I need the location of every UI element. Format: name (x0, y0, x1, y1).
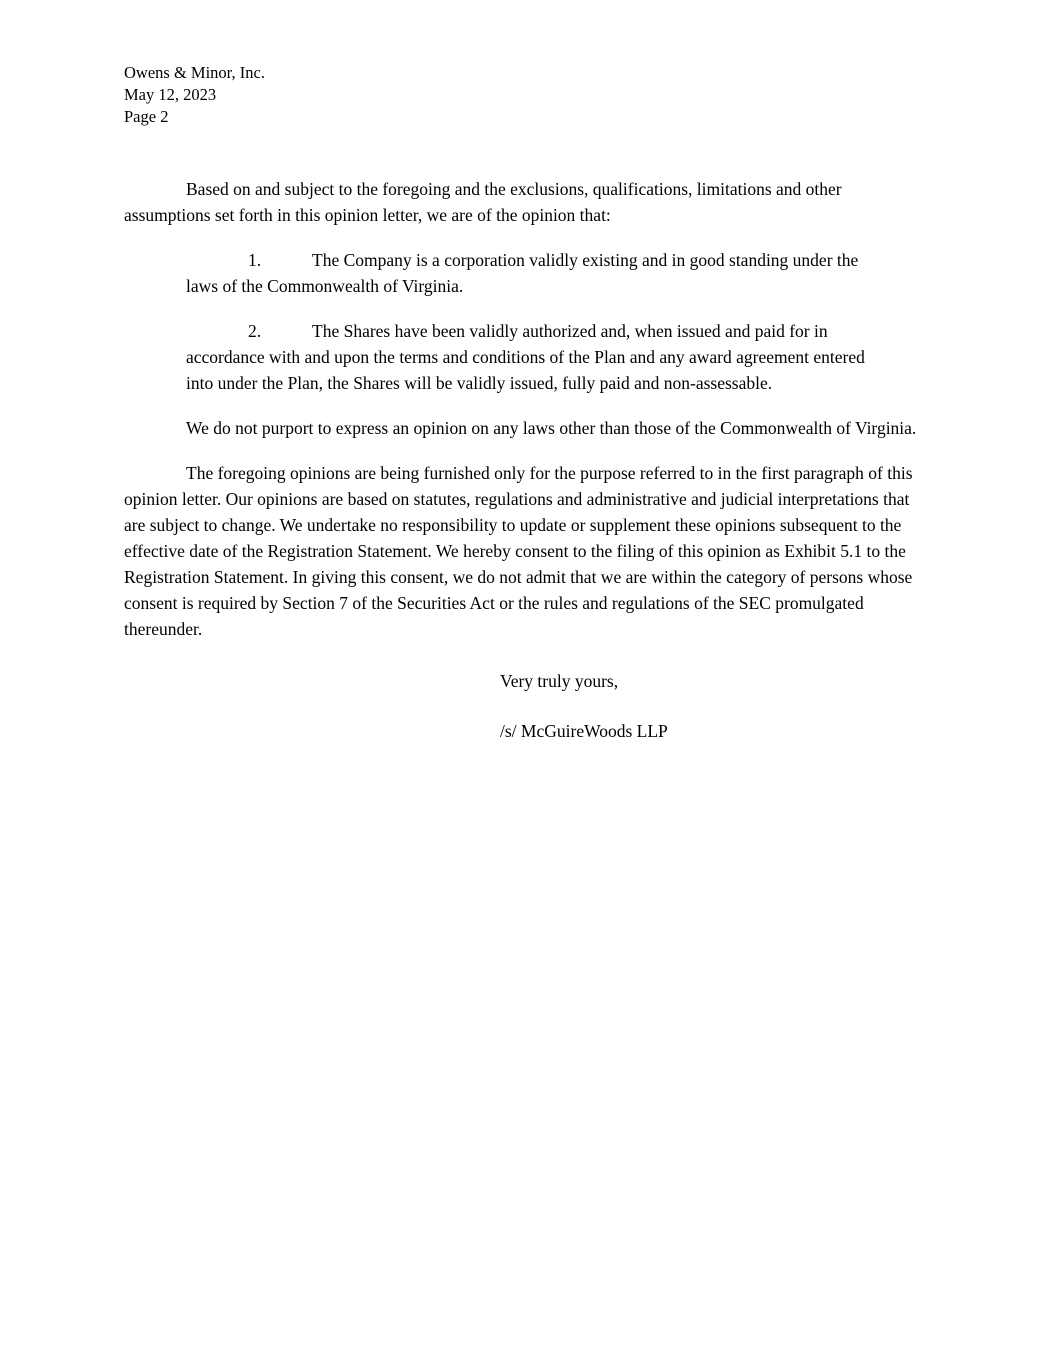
closing-line: Very truly yours, (500, 671, 619, 691)
opinion-item-2-number: 2. (248, 321, 262, 341)
consent-paragraph: The foregoing opinions are being furnished only for the purpose referred to in the first paragraph of this opinion letter. Our opinions are based on statutes, regulations and administrative and judicial interpretations that are subject to change. We undertake no responsibility to update or supplement these opinions subsequent to the effective date of the Registration Statement. We hereby consent to the filing of this opinion as Exhibit 5.1 to the Registration Statement. In giving this consent, we do not admit that we are within the category of persons whose consent is required by Section 7 of the Securities Act or the rules and regulations of the SEC promulgated thereunder. (124, 463, 913, 639)
opinion-item-1 (186, 247, 869, 299)
intro-paragraph: Based on and subject to the foregoing and the exclusions, qualifications, limitations and other assumptions set forth in this opinion letter, we are of the opinion that: (124, 179, 842, 225)
opinion-item-2-text: The Shares have been validly authorized and, when issued and paid for in accordance with and upon the terms and conditions of the Plan and any award agreement entered into under the Plan, the Shares will be validly issued, fully paid and non-assessable. (186, 321, 865, 393)
closing-block (500, 668, 931, 744)
letter-header (124, 62, 931, 128)
opinion-item-1-text: The Company is a corporation validly existing and in good standing under the laws of the Commonwealth of Virginia. (186, 250, 859, 296)
signature-line: /s/ McGuireWoods LLP (500, 721, 668, 741)
recipient-company: Owens & Minor, Inc. (124, 63, 265, 82)
letter-date: May 12, 2023 (124, 85, 217, 104)
opinion-item-2 (186, 318, 869, 396)
opinion-item-1-number: 1. (248, 250, 262, 270)
opinion-scope-paragraph: We do not purport to express an opinion on any laws other than those of the Commonwealth of Virginia. (186, 418, 917, 438)
page-number: Page 2 (124, 107, 169, 126)
